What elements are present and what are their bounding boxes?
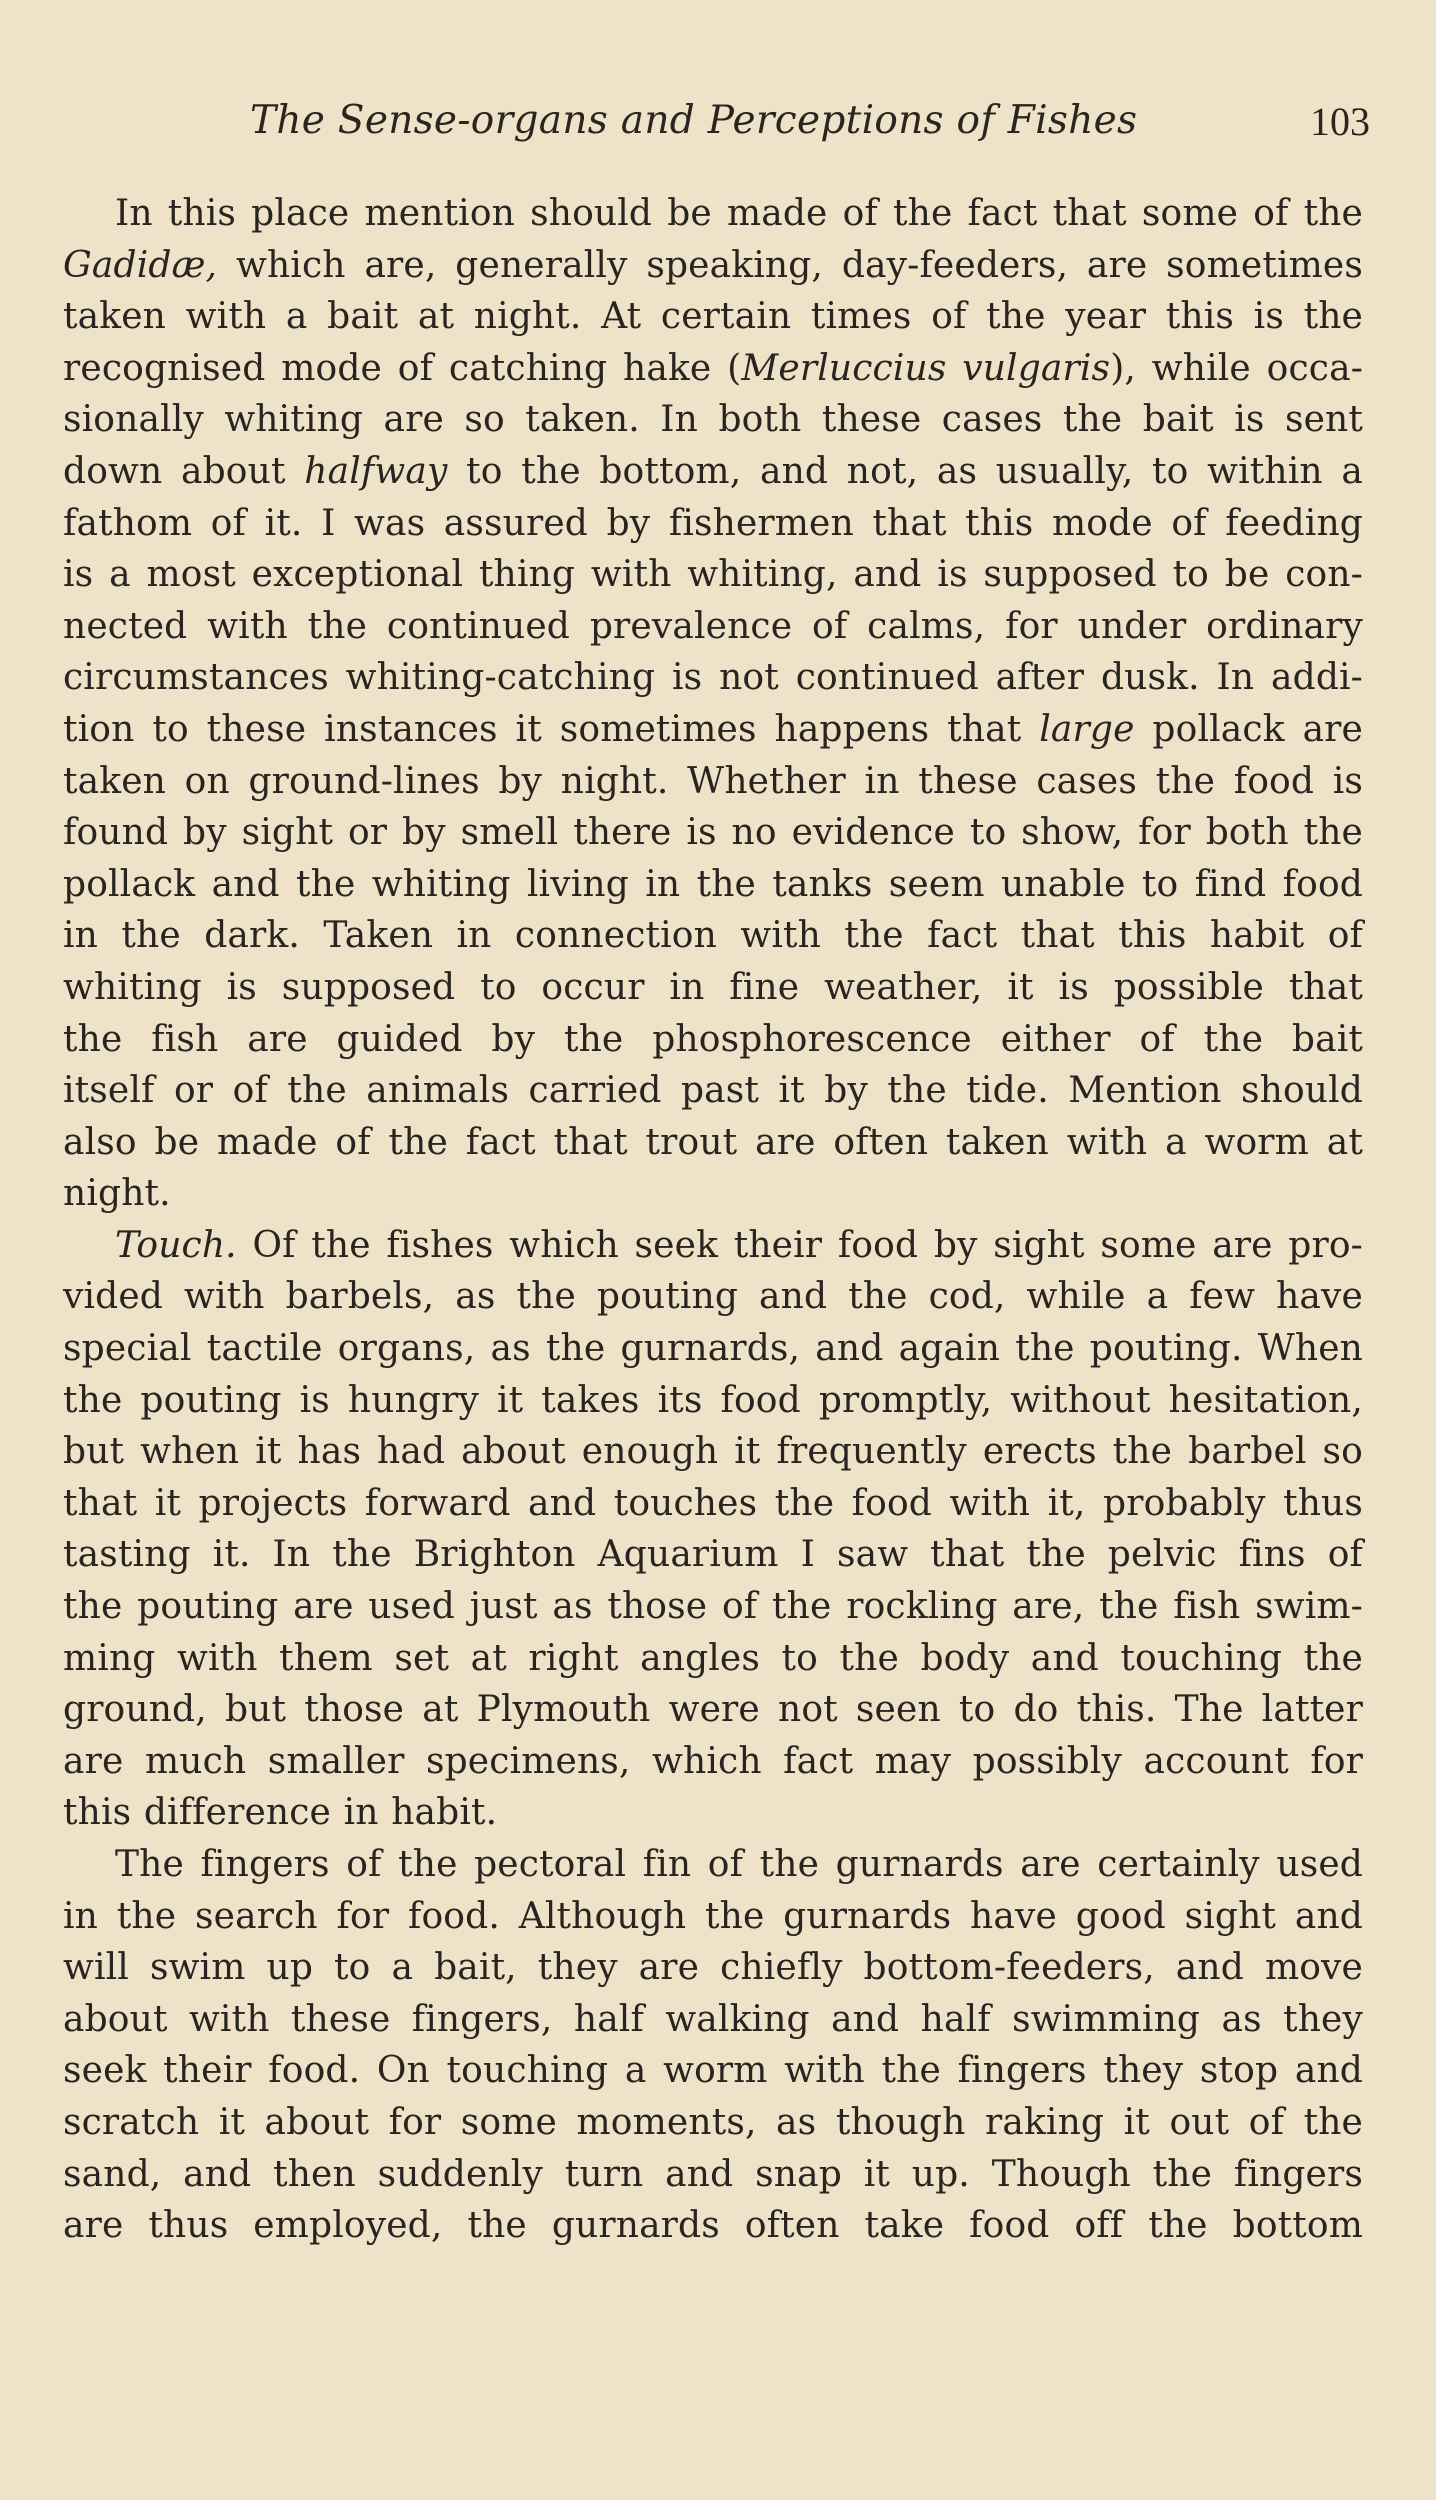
text-segment: night. [63, 1173, 171, 1215]
text-line [63, 652, 1363, 704]
text-segment: Of the fishes which seek their food by sight some are pro- [236, 1224, 1363, 1266]
text-line [63, 1633, 1363, 1685]
text-line [63, 1891, 1363, 1943]
text-line [63, 446, 1363, 498]
text-line [63, 859, 1363, 911]
text-line [63, 291, 1363, 343]
text-segment: found by sight or by smell there is no evidence to show, for both the [63, 812, 1363, 854]
text-segment: the fish are guided by the phosphorescence either of the bait [63, 1018, 1363, 1060]
text-line [63, 549, 1363, 601]
text-segment: in the dark. Taken in connection with the fact that this habit of [63, 915, 1363, 957]
text-segment: are thus employed, the gurnards often take food off the bottom [63, 2205, 1363, 2247]
text-line [63, 910, 1363, 962]
text-line [63, 343, 1363, 395]
text-line [63, 2097, 1363, 2149]
text-line [63, 1014, 1363, 1066]
running-title: The Sense-organs and Perceptions of Fishes [250, 98, 1138, 143]
text-segment: but when it has had about enough it frequently erects the barbel so [63, 1431, 1363, 1473]
text-line [63, 1117, 1363, 1169]
text-line [63, 1581, 1363, 1633]
page-number: 103 [1310, 99, 1370, 144]
text-segment: about with these fingers, half walking and half swimming as they [63, 1998, 1363, 2040]
text-segment: vided with barbels, as the pouting and the cod, while a few have [63, 1276, 1363, 1318]
text-segment: the pouting are used just as those of the rockling are, the fish swim- [63, 1586, 1363, 1628]
text-line [63, 1478, 1363, 1530]
page-header [250, 98, 1370, 158]
text-segment: ), while occa- [1110, 347, 1364, 389]
text-segment: ground, but those at Plymouth were not seen to do this. The latter [63, 1689, 1363, 1731]
text-segment: seek their food. On touching a worm with the fingers they stop and [63, 2050, 1363, 2092]
text-segment: sionally whiting are so taken. In both these cases the bait is sent [63, 399, 1363, 441]
text-line [63, 756, 1363, 808]
text-segment: whiting is supposed to occur in fine weather, it is possible that [63, 966, 1363, 1008]
text-segment: to the bottom, and not, as usually, to within a [447, 450, 1363, 492]
text-segment: this difference in habit. [63, 1792, 498, 1834]
text-line [63, 601, 1363, 653]
text-line [63, 704, 1363, 756]
text-segment: that it projects forward and touches the food with it, probably thus [63, 1482, 1363, 1524]
text-segment: tasting it. In the Brighton Aquarium I saw that the pelvic fins of [63, 1534, 1363, 1576]
text-segment: scratch it about for some moments, as though raking it out of the [63, 2101, 1363, 2143]
text-line [63, 807, 1363, 859]
text-line [63, 2045, 1363, 2097]
text-segment: the pouting is hungry it takes its food promptly, without hesitation, [63, 1379, 1363, 1421]
text-segment: nected with the continued prevalence of calms, for under ordinary [63, 605, 1363, 647]
text-segment: recognised mode of catching hake ( [63, 347, 742, 389]
text-segment: The fingers of the pectoral fin of the gurnards are certainly used [115, 1844, 1363, 1885]
text-line [63, 498, 1363, 550]
text-segment: taken on ground-lines by night. Whether in these cases the food is [63, 760, 1363, 802]
text-segment: pollack and the whiting living in the tanks seem unable to find food [63, 863, 1363, 905]
italic-text: Touch. [115, 1224, 237, 1266]
text-segment: are much smaller specimens, which fact may possibly account for [63, 1740, 1363, 1782]
italic-text: Gadidæ, [63, 244, 218, 286]
body-text [63, 188, 1363, 2252]
text-line [63, 1529, 1363, 1581]
text-segment: In this place mention should be made of the fact that some of the [115, 193, 1363, 234]
text-segment: ming with them set at right angles to the body and touching the [63, 1637, 1363, 1679]
text-segment: tion to these instances it sometimes happens that [63, 708, 1040, 750]
text-line [63, 1271, 1363, 1323]
text-line [63, 1065, 1363, 1117]
text-segment: is a most exceptional thing with whiting, and is supposed to be con- [63, 554, 1363, 596]
text-line [63, 394, 1363, 446]
text-line [63, 1736, 1363, 1788]
text-line [63, 1787, 1363, 1839]
text-line [63, 188, 1363, 240]
text-line [63, 1994, 1363, 2046]
text-line [63, 2200, 1363, 2252]
italic-text: large [1039, 708, 1135, 750]
text-segment: itself or of the animals carried past it by the tide. Mention should [63, 1070, 1363, 1112]
text-segment: in the search for food. Although the gurnards have good sight and [63, 1895, 1363, 1937]
text-segment: taken with a bait at night. At certain times of the year this is the [63, 296, 1363, 338]
text-segment: fathom of it. I was assured by fishermen that this mode of feeding [63, 502, 1363, 544]
text-segment: special tactile organs, as the gurnards, and again the pouting. When [63, 1328, 1363, 1370]
text-line [63, 1684, 1363, 1736]
text-line [63, 1375, 1363, 1427]
text-segment: sand, and then suddenly turn and snap it up. Though the fingers [63, 2153, 1363, 2195]
text-line [63, 2149, 1363, 2201]
text-line [63, 240, 1363, 292]
text-segment: pollack are [1134, 708, 1363, 750]
text-line [63, 1839, 1363, 1891]
italic-text: Merluccius vulgaris [741, 347, 1111, 389]
text-line [63, 1426, 1363, 1478]
text-segment: will swim up to a bait, they are chiefly bottom-feeders, and move [63, 1947, 1363, 1989]
text-line [63, 1220, 1363, 1272]
text-segment: which are, generally speaking, day-feeders, are sometimes [217, 244, 1363, 286]
text-line [63, 962, 1363, 1014]
text-segment: down about [63, 450, 305, 492]
text-segment: also be made of the fact that trout are often taken with a worm at [63, 1121, 1363, 1163]
text-line [63, 1168, 1363, 1220]
text-segment: circumstances whiting-catching is not continued after dusk. In addi- [63, 657, 1363, 699]
text-line [63, 1323, 1363, 1375]
italic-text: halfway [304, 450, 448, 492]
text-line [63, 1942, 1363, 1994]
